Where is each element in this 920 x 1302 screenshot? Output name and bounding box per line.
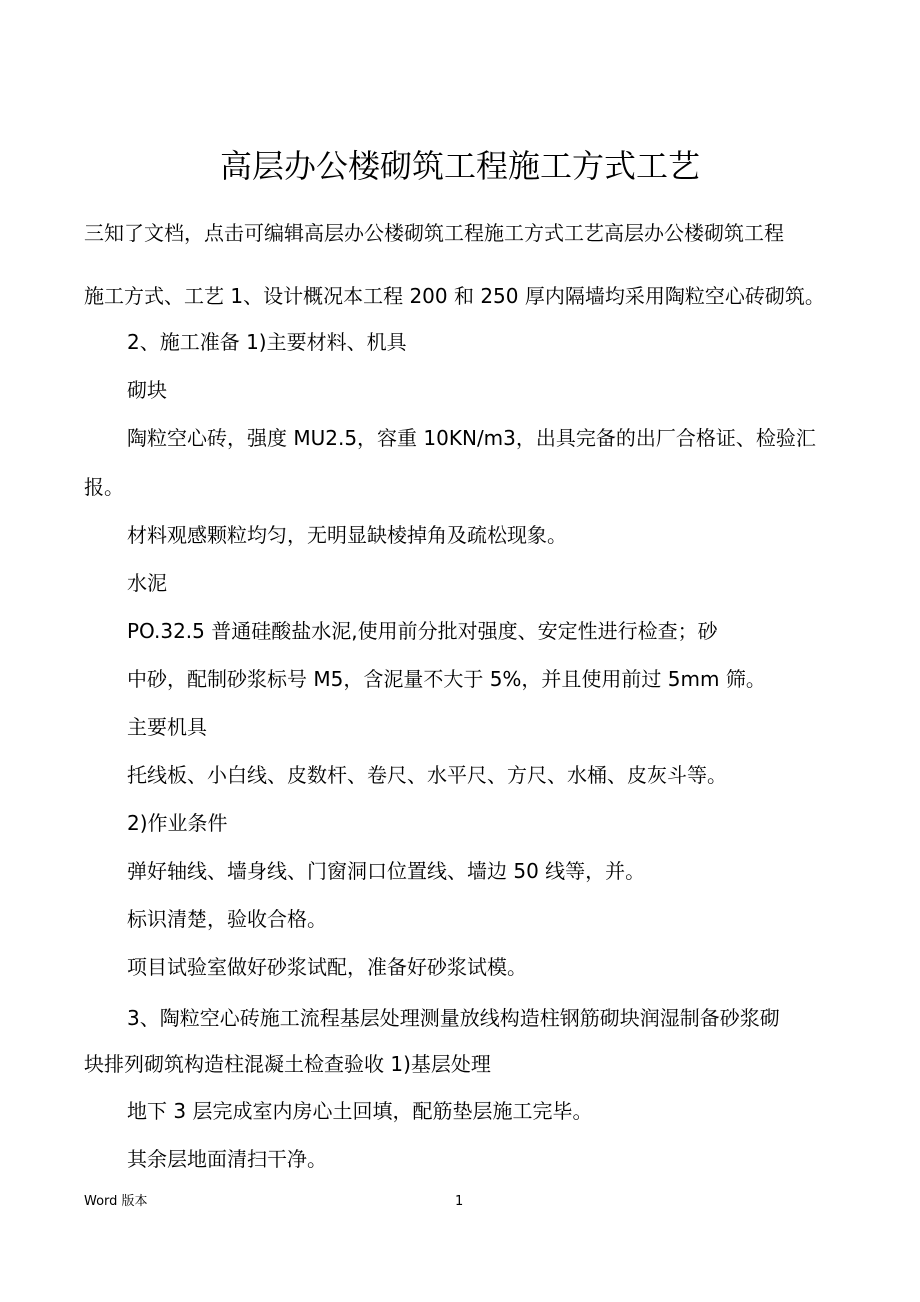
document-title: 高层办公楼砌筑工程施工方式工艺	[219, 147, 700, 185]
body-line: 地下 3 层完成室内房心土回填，配筋垫层施工完毕。	[127, 1099, 593, 1123]
body-line: 3、陶粒空心砖施工流程基层处理测量放线构造柱钢筋砌块润湿制备砂浆砌	[127, 1006, 780, 1030]
body-line: 托线板、小白线、皮数杆、卷尺、水平尺、方尺、水桶、皮灰斗等。	[127, 763, 727, 787]
body-line: 材料观感颗粒均匀，无明显缺棱掉角及疏松现象。	[127, 523, 567, 547]
body-line: 三知了文档，点击可编辑高层办公楼砌筑工程施工方式工艺高层办公楼砌筑工程	[84, 221, 784, 245]
body-line: 水泥	[127, 571, 167, 595]
body-line: 主要机具	[127, 715, 207, 739]
body-line: PO.32.5 普通硅酸盐水泥,使用前分批对强度、安定性进行检查；砂	[127, 619, 718, 643]
body-line: 标识清楚，验收合格。	[127, 907, 327, 931]
body-line: 项目试验室做好砂浆试配，准备好砂浆试模。	[127, 955, 527, 979]
footer-page-number: 1	[455, 1194, 464, 1209]
body-line: 报。	[84, 475, 124, 499]
footer-version-label: Word 版本	[84, 1194, 148, 1209]
body-line: 其余层地面清扫干净。	[127, 1147, 327, 1171]
body-line: 中砂，配制砂浆标号 M5，含泥量不大于 5%，并且使用前过 5mm 筛。	[127, 667, 766, 691]
body-line: 施工方式、工艺 1、设计概况本工程 200 和 250 厚内隔墙均采用陶粒空心砖砌筑。	[84, 284, 825, 308]
body-line: 弹好轴线、墙身线、门窗洞口位置线、墙边 50 线等，并。	[127, 859, 646, 883]
body-line: 块排列砌筑构造柱混凝土检查验收 1)基层处理	[84, 1052, 491, 1076]
body-line: 陶粒空心砖，强度 MU2.5，容重 10KN/m3，出具完备的出厂合格证、检验汇	[127, 426, 816, 450]
body-line: 砌块	[127, 378, 167, 402]
body-line: 2)作业条件	[127, 811, 228, 835]
body-line: 2、施工准备 1)主要材料、机具	[127, 330, 407, 354]
